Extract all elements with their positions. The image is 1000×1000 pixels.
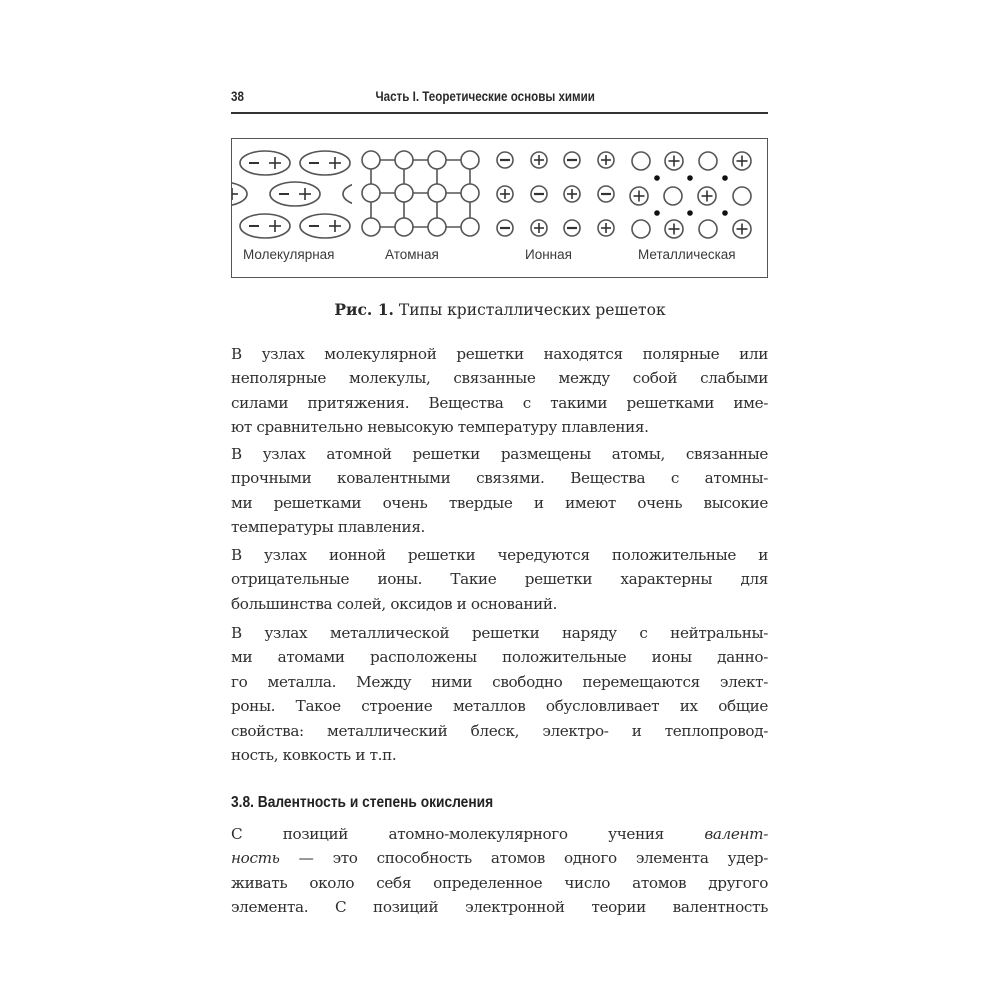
text-line: свойства: металлический блеск, электро- и теплопровод-: [231, 721, 768, 740]
atom-node: [362, 151, 380, 169]
neutral-atom: [664, 187, 682, 205]
paragraph-valence: [231, 822, 768, 920]
text-line: ми решетками очень твердые и имеют очень высокие: [231, 493, 768, 512]
text-line: живать около себя определенное число атомов другого: [231, 873, 768, 892]
atom-node: [461, 151, 479, 169]
lattice-diagram: [0, 0, 1000, 300]
neutral-atom: [699, 152, 717, 170]
free-electron: [722, 175, 728, 181]
figure-caption: [0, 300, 1000, 319]
text-line: го металла. Между ними свободно перемещаются элект-: [231, 672, 768, 691]
molecule-outline: [240, 151, 290, 175]
molecule-outline: [300, 151, 350, 175]
polar-molecule: [197, 182, 247, 206]
text-line: В узлах ионной решетки чередуются положительные и: [231, 546, 768, 564]
atom-node: [395, 218, 413, 236]
paragraph-atomic: [231, 442, 768, 540]
page-number: 38: [231, 89, 244, 104]
text-line: температуры плавления.: [231, 518, 426, 537]
text-line: прочными ковалентными связями. Вещества с атомны-: [231, 469, 768, 488]
polar-molecule: [240, 214, 290, 238]
section-heading: 3.8. Валентность и степень окисления: [231, 794, 494, 811]
paragraph-ionic: [231, 543, 768, 616]
free-electron: [722, 210, 728, 216]
text-line: большинства солей, оксидов и оснований.: [231, 594, 558, 613]
atom-node: [428, 218, 446, 236]
label-atomic: Атомная: [385, 247, 439, 262]
term-valence: валент-: [704, 825, 768, 843]
text-line: элемента. С позиций электронной теории валентность: [231, 898, 768, 917]
free-electron: [654, 175, 660, 181]
polar-molecule: [270, 182, 320, 206]
text-line: [231, 822, 768, 846]
polar-molecule: [240, 151, 290, 175]
text-line: ность, ковкость и т.п.: [231, 745, 397, 764]
atom-node: [461, 184, 479, 202]
text-line: В узлах атомной решетки размещены атомы, связанные: [231, 445, 768, 463]
caption-number: Рис. 1.: [334, 300, 394, 319]
molecule-outline: [240, 214, 290, 238]
free-electron: [654, 210, 660, 216]
neutral-atom: [632, 220, 650, 238]
chapter-title: Часть I. Теоретические основы химии: [375, 89, 595, 104]
text-line: ют сравнительно невысокую температуру плавления.: [231, 418, 649, 437]
paragraph-molecular: [231, 342, 768, 440]
text-line: роны. Такое строение металлов обусловливает их общие: [231, 697, 768, 716]
free-electron: [687, 210, 693, 216]
text-run: — это способность атомов одного элемента удер-: [279, 849, 768, 868]
label-molecular: Молекулярная: [243, 247, 335, 262]
term-valence-cont: ность: [231, 849, 280, 868]
free-electron: [687, 175, 693, 181]
atom-node: [362, 184, 380, 202]
molecule-outline: [300, 214, 350, 238]
neutral-atom: [733, 187, 751, 205]
text-line: В узлах молекулярной решетки находятся полярные или: [231, 345, 768, 363]
atom-node: [395, 184, 413, 202]
label-ionic: Ионная: [525, 247, 572, 262]
text-line: неполярные молекулы, связанные между собой слабыми: [231, 369, 768, 388]
text-line: отрицательные ионы. Такие решетки характерны для: [231, 570, 768, 589]
atom-node: [362, 218, 380, 236]
neutral-atom: [632, 152, 650, 170]
caption-text: Типы кристаллических решеток: [398, 301, 666, 319]
atom-node: [428, 184, 446, 202]
neutral-atom: [699, 220, 717, 238]
molecule-outline: [197, 182, 247, 206]
polar-molecule: [300, 214, 350, 238]
text-line: [231, 846, 768, 870]
label-metallic: Металлическая: [638, 247, 736, 262]
text-line: силами притяжения. Вещества с такими решетками име-: [231, 393, 768, 412]
text-line: ми атомами расположены положительные ионы данно-: [231, 648, 768, 667]
atom-node: [395, 151, 413, 169]
polar-molecule: [300, 151, 350, 175]
atom-node: [461, 218, 479, 236]
text-run: С позиций атомно-молекулярного учения: [231, 825, 705, 843]
molecule-outline: [270, 182, 320, 206]
text-line: В узлах металлической решетки наряду с нейтральны-: [231, 624, 768, 642]
atom-node: [428, 151, 446, 169]
paragraph-metallic: [231, 621, 768, 767]
